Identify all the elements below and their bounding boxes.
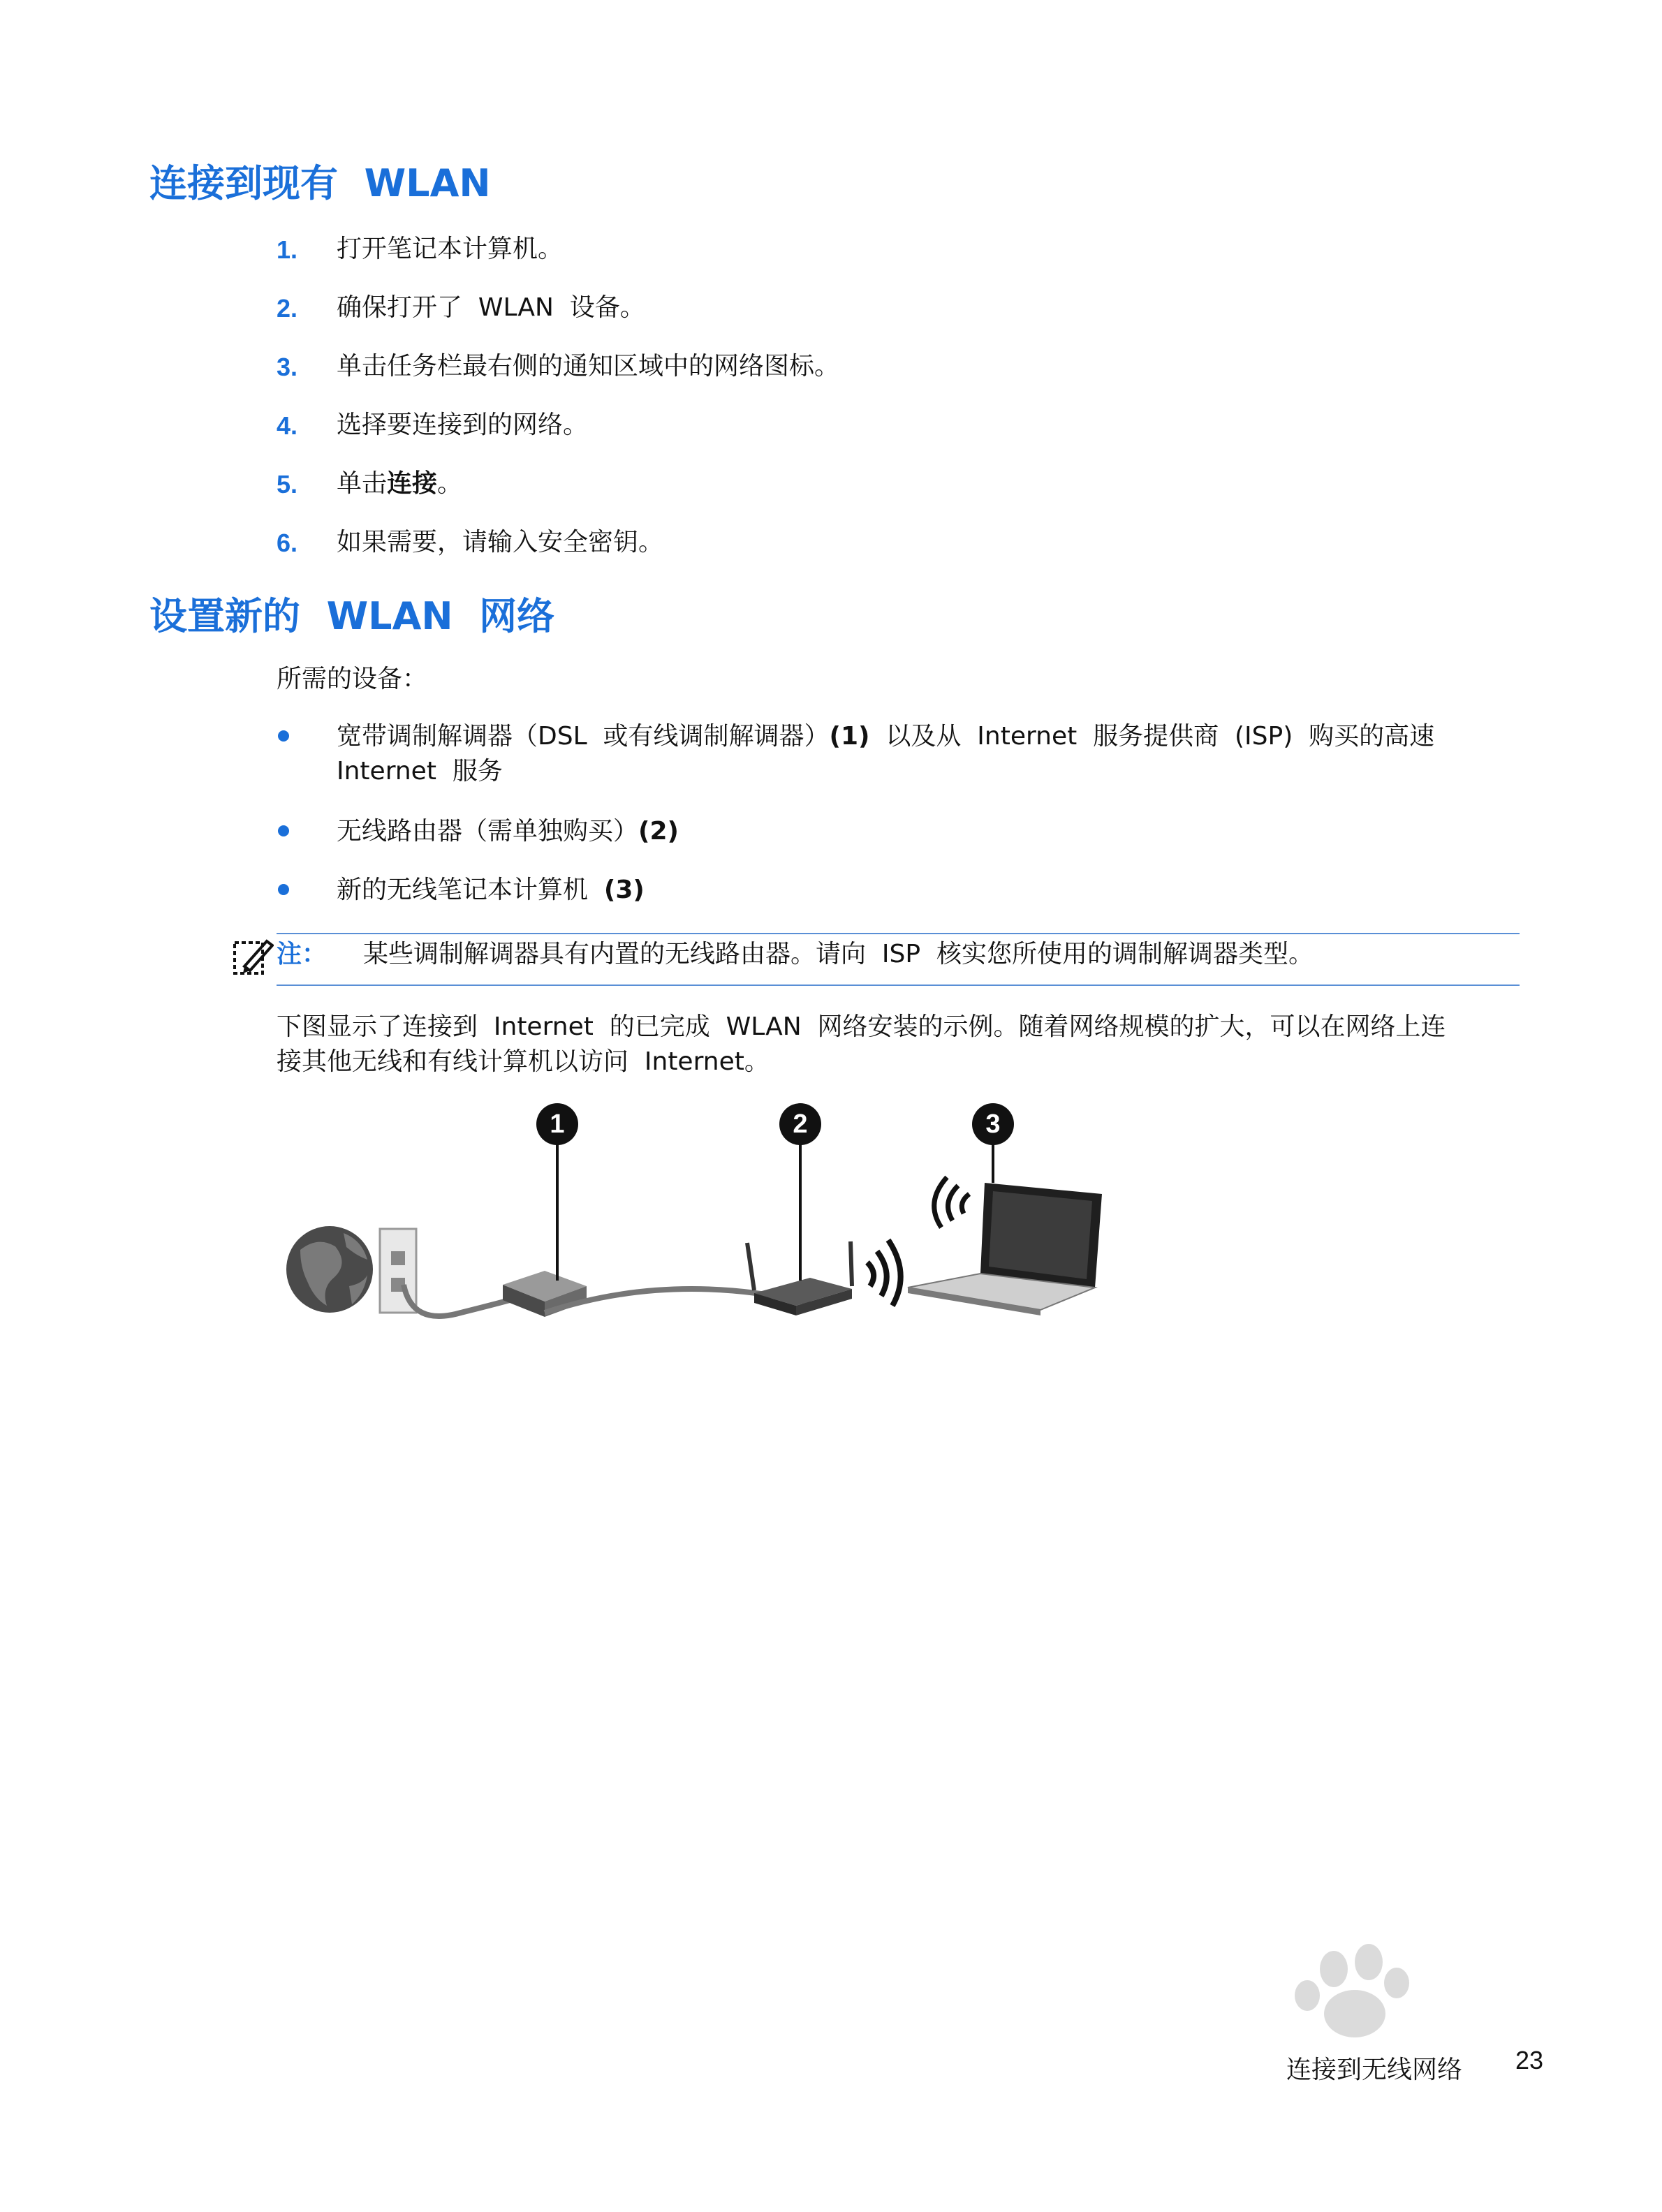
bullet-text <box>337 873 645 908</box>
bullet-text-bold: (3) <box>603 876 645 904</box>
bullet-text-line2: Internet 服务 <box>337 757 503 786</box>
bullet-text <box>337 814 679 849</box>
page-number: 23 <box>1515 2046 1544 2074</box>
bullet-text <box>337 719 1434 754</box>
laptop-icon <box>908 1183 1102 1315</box>
bullet-text-part: 宽带调制解调器（DSL 或有线调制解调器） <box>337 722 830 751</box>
bullet-icon <box>278 730 289 742</box>
bullet-text-part: 新的无线笔记本计算机 <box>337 876 604 904</box>
step-text <box>337 466 462 501</box>
step-number: 3. <box>277 353 298 381</box>
step-text-before: 单击 <box>337 469 388 498</box>
callout-leader-1 <box>556 1141 559 1281</box>
section-heading-setup-new-wlan: 设置新的 WLAN 网络 <box>149 594 555 638</box>
laptop-wifi-waves-icon <box>934 1177 969 1227</box>
bullet-text-bold: (1) <box>829 722 870 751</box>
step-number: 4. <box>277 411 298 440</box>
note-top-rule <box>277 933 1520 934</box>
paragraph-line: 接其他无线和有线计算机以访问 Internet。 <box>277 1047 770 1076</box>
callout-1: 1 <box>536 1103 578 1145</box>
note-label: 注： <box>277 940 328 968</box>
step-text-after: 。 <box>437 469 463 498</box>
step-text: 打开笔记本计算机。 <box>337 235 564 263</box>
footer-chapter-title: 连接到无线网络 <box>1286 2056 1463 2084</box>
note-icon <box>232 936 274 979</box>
step-number: 5. <box>277 470 298 499</box>
step-number: 6. <box>277 529 298 557</box>
paragraph-line: 下图显示了连接到 Internet 的已完成 WLAN 网络安装的示例。随着网络规模的扩大，可以在网络上连 <box>277 1012 1446 1041</box>
section-heading-connect-existing-wlan: 连接到现有 WLAN <box>149 161 491 205</box>
step-text-bold: 连接 <box>387 469 438 498</box>
required-equipment-intro: 所需的设备： <box>277 665 428 693</box>
note <box>277 937 1314 972</box>
bullet-text-bold: (2) <box>638 817 679 846</box>
step-text: 确保打开了 WLAN 设备。 <box>337 293 645 322</box>
step-text: 单击任务栏最右侧的通知区域中的网络图标。 <box>337 352 840 381</box>
callout-leader-2 <box>799 1141 802 1281</box>
network-figure <box>279 1103 1117 1341</box>
bullet-icon <box>278 884 289 895</box>
callout-3: 3 <box>972 1103 1014 1145</box>
router-wifi-waves-icon <box>867 1240 901 1306</box>
callout-2: 2 <box>779 1103 821 1145</box>
note-bottom-rule <box>277 985 1520 986</box>
bullet-text-part: 以及从 Internet 服务提供商 (ISP) 购买的高速 <box>869 722 1435 751</box>
step-number: 1. <box>277 235 298 264</box>
step-number: 2. <box>277 294 298 323</box>
globe-icon <box>286 1226 373 1313</box>
bullet-text-part: 无线路由器（需单独购买） <box>337 817 639 846</box>
step-text: 如果需要，请输入安全密钥。 <box>337 528 664 556</box>
step-text: 选择要连接到的网络。 <box>337 411 589 439</box>
callout-leader-3 <box>992 1141 994 1183</box>
note-text: 某些调制解调器具有内置的无线路由器。请向 ISP 核实您所使用的调制解调器类型。 <box>363 940 1314 968</box>
bullet-icon <box>278 825 289 836</box>
